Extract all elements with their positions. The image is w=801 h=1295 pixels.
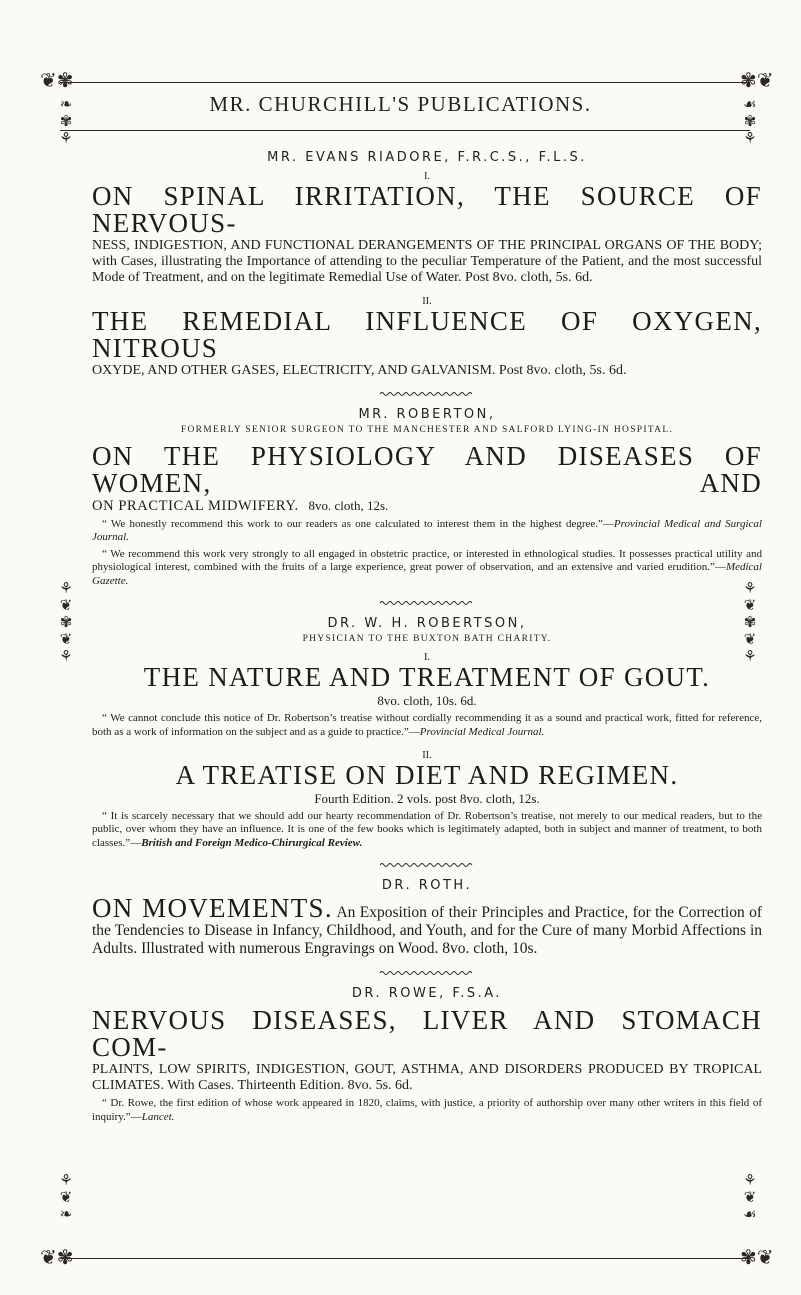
- author-heading: DR. W. H. ROBERTSON,: [327, 616, 527, 632]
- section-roth: [92, 878, 762, 958]
- review-source: Lancet.: [141, 1111, 175, 1124]
- work-title-physiology-women: ON THE PHYSIOLOGY AND DISEASES OF WOMEN, AND: [92, 441, 762, 498]
- review-text: “ Dr. Rowe, the first edition of whose work appeared in 1820, claims, with justice, a priority of authorship over many other writers in this field of inquiry.”—: [92, 1097, 762, 1124]
- work-title-gout: THE NATURE AND TREATMENT OF GOUT.: [143, 662, 711, 693]
- side-ornament-right-bottom: ⚘ ❦ ☙: [743, 1171, 757, 1223]
- work-title-spinal-irritation: ON SPINAL IRRITATION, THE SOURCE OF NERVOUS-: [92, 181, 762, 238]
- work-title-nervous-diseases: NERVOUS DISEASES, LIVER AND STOMACH COM-: [92, 1005, 762, 1063]
- review-quote: [92, 712, 762, 739]
- work-number: I.: [423, 171, 431, 182]
- section-evans-riadore: [92, 150, 762, 379]
- wavy-divider: [380, 970, 475, 976]
- review-source: Provincial Medical and Surgical Journal.: [92, 517, 762, 544]
- review-text: “ We recommend this work very strongly to all engaged in obstetric practice, or interested in ethnological studies. It possesses practical utility and physiological interest, combined with the fruits of a large experience, great power of observation, and an extensive and varied erudition.”—: [92, 547, 762, 574]
- review-quote: [92, 810, 762, 851]
- bottom-rule: [60, 1258, 750, 1259]
- review-source: Provincial Medical Journal.: [419, 726, 545, 739]
- wavy-divider: [380, 600, 475, 606]
- work-entry: [92, 893, 762, 958]
- corner-ornament-bottom-left: ❦✾: [40, 1245, 74, 1269]
- work-description: PLAINTS, LOW SPIRITS, INDIGESTION, GOUT, ASTHMA, AND DISORDERS PRODUCED BY TROPICAL CLIMATES. With Cases. Thirteenth Edition. 8vo. 5s. 6d.: [92, 1062, 762, 1094]
- wavy-divider: [380, 391, 475, 397]
- side-ornament-right-middle: ⚘ ❦ ✾ ❦ ⚘: [743, 579, 757, 665]
- section-rowe: [92, 986, 762, 1124]
- review-text: “ It is scarcely necessary that we should add our hearty recommendation of Dr. Robertson’s treatise, not merely to our medical readers, but to the public, over whom they have an influence. It is one of the few books which is legitimately adapted, both in subject and manner of treatment, to both classes.”—: [92, 809, 762, 849]
- publication-info: Fourth Edition. 2 vols. post 8vo. cloth, 12s.: [314, 790, 540, 806]
- top-rule: [60, 82, 750, 83]
- author-heading: DR. ROTH.: [381, 878, 473, 894]
- side-ornament-left-middle: ⚘ ❦ ✾ ❦ ⚘: [59, 579, 73, 665]
- review-source: British and Foreign Medico-Chirurgical Review.: [141, 836, 363, 849]
- header-rule: [60, 130, 750, 131]
- publication-info: 8vo. cloth, 10s. 6d.: [377, 693, 477, 709]
- work-title-movements: ON MOVEMENTS.: [92, 893, 333, 924]
- running-title: MR. CHURCHILL'S PUBLICATIONS.: [209, 92, 592, 116]
- review-text: “ We cannot conclude this notice of Dr. Robertson’s treatise without cordially recommending it as a sound and practical work, fitted for reference, both as a work of information on the subject and as a guide to practice.”—: [92, 712, 762, 739]
- work-number: I.: [423, 652, 431, 664]
- review-quote: [92, 518, 762, 545]
- work-title-diet-regimen: A TREATISE ON DIET AND REGIMEN.: [175, 759, 679, 790]
- author-note: FORMERLY SENIOR SURGEON TO THE MANCHESTER AND SALFORD LYING-IN HOSPITAL.: [180, 425, 674, 435]
- work-description: OXYDE, AND OTHER GASES, ELECTRICITY, AND GALVANISM. Post 8vo. cloth, 5s. 6d.: [92, 363, 627, 378]
- corner-ornament-bottom-right: ✾❦: [740, 1245, 774, 1269]
- wavy-divider: [380, 862, 475, 868]
- review-source: Medical Gazette.: [92, 561, 762, 587]
- work-description: NESS, INDIGESTION, AND FUNCTIONAL DERANGEMENTS OF THE PRINCIPAL ORGANS OF THE BODY; with Cases, illustrating the Importance of attending to the peculiar Temperature of the Patient, and the most successful Mode of Treatment, and on the legitimate Remedial Use of Water. Post 8vo. cloth, 5s. 6d.: [92, 238, 762, 285]
- work-description: An Exposition of their Principles and Practice, for the Correction of the Tendencies to Disease in Infancy, Childhood, and Youth, and for the Cure of many Morbid Affections in Adults. Illustrated with numerous Engravings on Wood. 8vo. cloth, 10s.: [92, 904, 762, 958]
- work-title-remedial-influence: THE REMEDIAL INFLUENCE OF OXYGEN, NITROUS: [92, 306, 762, 363]
- author-heading: DR. ROWE, F.S.A.: [351, 986, 503, 1002]
- side-ornament-left-top: ❧ ✾ ⚘: [59, 95, 73, 147]
- page-content: [92, 150, 762, 1125]
- section-roberton: [92, 407, 762, 588]
- section-robertson: [92, 616, 762, 850]
- side-ornament-right-top: ☙ ✾ ⚘: [743, 95, 757, 147]
- review-quote: [92, 1097, 762, 1124]
- work-subtitle-line: [92, 498, 762, 515]
- author-heading: MR. EVANS RIADORE, F.R.C.S., F.L.S.: [267, 150, 587, 165]
- review-quote: [92, 548, 762, 589]
- review-text: “ We honestly recommend this work to our readers as one calculated to interest them in the highest degree.”—: [102, 517, 614, 530]
- side-ornament-left-bottom: ⚘ ❦ ❧: [59, 1171, 73, 1223]
- corner-ornament-top-left: ❦✾: [40, 68, 74, 92]
- author-heading: MR. ROBERTON,: [358, 407, 496, 422]
- publication-info: 8vo. cloth, 12s.: [308, 498, 389, 513]
- work-number: II.: [422, 296, 432, 307]
- author-note: PHYSICIAN TO THE BUXTON BATH CHARITY.: [302, 634, 552, 645]
- corner-ornament-top-right: ✾❦: [740, 68, 774, 92]
- work-subtitle: ON PRACTICAL MIDWIFERY.: [92, 498, 299, 514]
- work-number: II.: [422, 749, 432, 761]
